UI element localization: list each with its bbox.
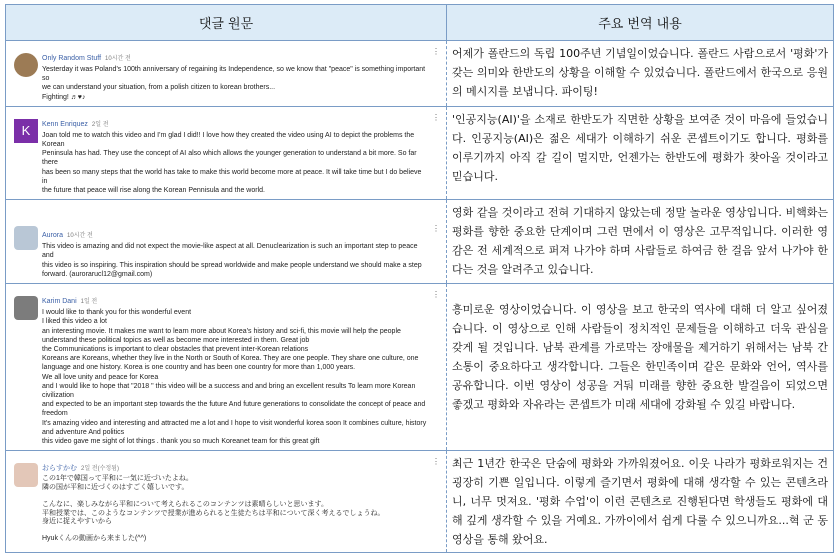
table-row	[6, 106, 834, 199]
avatar	[14, 296, 38, 320]
table-row	[6, 41, 834, 107]
comment-text: Joan told me to watch this video and I'm glad I did!! I love how they created the video using AI to depict the problems the Korean Peninsula has had. They use the concept of AI also which allows the younger generation to understand a bit more. So far there has been so many steps that the world has take to make this world become more at peace. It will take time but I do believe in the future that peace will rise along the Korean Pennisula and the world.	[42, 131, 422, 195]
avatar	[14, 226, 38, 250]
header-translation: 주요 번역 내용	[447, 5, 834, 41]
comment-author[interactable]: おらすかむ	[42, 465, 77, 473]
more-options-icon[interactable]: ⋮	[432, 290, 440, 300]
comment-text: Yesterday it was Poland's 100th anniversary of regaining its Independence, so we know that "peace" is something important so we can understand your situation, from a polish citizen to korean brothers... Fighting! ♬♥♪	[42, 66, 426, 101]
comment-time: 2일 전	[91, 121, 109, 128]
comment-time: 1일 전	[80, 299, 98, 306]
comment-card	[6, 451, 446, 548]
avatar: K	[14, 119, 38, 143]
avatar	[14, 463, 38, 487]
header-original: 댓글 원문	[6, 5, 447, 41]
comment-card	[6, 107, 446, 199]
table-row	[6, 200, 834, 284]
comment-card	[6, 200, 446, 283]
more-options-icon[interactable]: ⋮	[432, 224, 440, 234]
comment-text: この1年で韓国って平和に一気に近づいたよね。 隣の国が平和に近づくのはすごく嬉しいです。 こんなに、楽しみながら平和について考えられるこのコンテンツは素晴らしいと思います。 平和授業では、このようなコンテンツで授業が進められると生徒たちは平和について深く考えるでしょうね。 身近に捉えやすいから Hyukくんの動画から来ました(^^)	[42, 475, 385, 543]
table-row	[6, 284, 834, 451]
more-options-icon[interactable]: ⋮	[432, 47, 440, 56]
avatar	[14, 53, 38, 77]
comment-author[interactable]: Only Random Stuff	[42, 55, 102, 62]
translation-text: 영화 같을 것이라고 전혀 기대하지 않았는데 정말 놀라운 영상입니다. 비핵화는 평화를 향한 중요한 단계이며 그런 면에서 이 영상은 고무적입니다. 이러한 영감은 전 세계적으로 퍼져 나가야 하며 사람들로 하여금 한 걸음 앞서 나가야 한다는 것을 알려주고 있습니다.	[452, 206, 828, 277]
comment-time: 10시간 전	[67, 233, 93, 240]
translation-text: 최근 1년간 한국은 단숨에 평화와 가까워졌어요. 이웃 나라가 평화로워지는 건 굉장히 기쁜 일입니다. 이렇게 즐기면서 평화에 대해 생각할 수 있는 콘텐츠라니, 너무 멋져요. '평화 수업'이 이런 콘텐츠로 진행된다면 학생들도 평화에 대해 깊게 생각할 수 있을 거예요. 가까이에서 쉽게 다룰 수 있으니까요...혁 군 동영상을 통해 왔어요.	[452, 457, 828, 547]
comment-text: I would like to thank you for this wonderful event I liked this video a lot an interesting movie. It makes me want to learn more about Korea's history and sci-fi, this movie will help the people understand these political topics as well as become more interested in them. Great job the Communications is important to clear obstacles that prevent inter-Korean relations Koreans are Koreans, whether they live in the North or South of Korea. They are one people. They share one culture, one language and one history. Korea is one country and has been one country for more than 1,000 years. We all love unity and peace for Korea and I would like to hope that "2018 " this video will be a success and and bring an excellent results To learn more Korean civilization and expected to be an important step towards the the future And future generations to consolidate the concept of peace and freedom It's amazing video and interesting and attracted me a lot and I hope to visit wonderful korea soon It combines culture, history and adventure And politics this video gave me sight of lot things . thank you so much Koreanet team for this great gift	[42, 309, 427, 446]
comment-time: 10시간 전	[105, 56, 131, 62]
comment-translation-table	[5, 4, 833, 553]
translation-text: '인공지능(AI)'을 소재로 한반도가 직면한 상황을 보여준 것이 마음에 들었습니다. 인공지능(AI)은 젊은 세대가 이해하기 쉬운 콘셉트이기도 합니다. 평화를 이루기까지 아직 갈 길이 멀지만, 언젠가는 한반도에 평화가 찾아올 것이라고 믿습니다.	[452, 112, 828, 183]
comment-text: This video is amazing and did not expect the movie-like aspect at all. Denuclearization is such an important step to peace and this video is so inspiring. This inspiration should be spread worldwide and make people understand we should make a step forward. (aurorarucl12@gmail.com)	[42, 243, 422, 278]
comment-author[interactable]: Aurora	[42, 232, 64, 240]
more-options-icon[interactable]: ⋮	[432, 112, 440, 122]
comment-author[interactable]: Karim Dani	[42, 298, 77, 306]
comment-card	[6, 284, 446, 450]
translation-text: 어제가 폴란드의 독립 100주년 기념일이었습니다. 폴란드 사람으로서 '평화'가 갖는 의미와 한반도의 상황을 이해할 수 있었습니다. 폴란드에서 한국으로 응원의 메시지를 보냅니다. 파이팅!	[452, 47, 828, 98]
table-row	[6, 451, 834, 553]
more-options-icon[interactable]: ⋮	[432, 457, 440, 467]
comment-time: 2일 전(수정됨)	[81, 466, 119, 473]
translation-text: 흥미로운 영상이었습니다. 이 영상을 보고 한국의 역사에 대해 더 알고 싶어졌습니다. 이 영상으로 인해 사람들이 정치적인 문제들을 이해하고 더욱 관심을 갖게 될 것입니다. 남북 관계를 가로막는 장애물을 제거하기 위해서는 남북 간 소통이 중요하다고 생각합니다. 그들은 한민족이며 같은 문화와 언어, 역사를 공유합니다. 이번 영상이 성공을 거둬 미래를 향한 중요한 발걸음이 되었으면 좋겠고 평화와 자유라는 콘셉트가 미래 세대에 강화될 수 있길 바랍니다.	[452, 303, 828, 412]
comment-card	[6, 41, 446, 106]
comment-author[interactable]: Kenn Enriquez	[42, 120, 88, 128]
